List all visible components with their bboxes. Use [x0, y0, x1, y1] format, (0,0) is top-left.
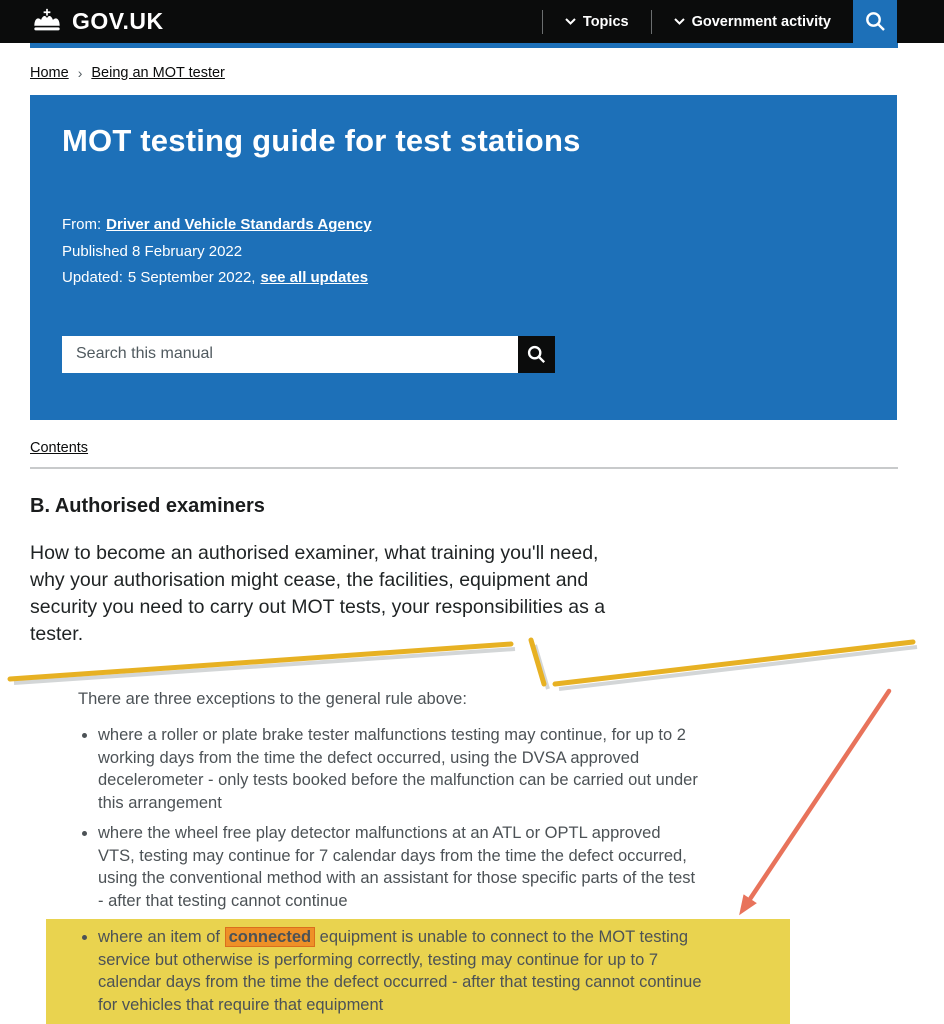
breadcrumb-separator: ›	[77, 64, 83, 81]
highlighted-list	[78, 926, 790, 1016]
list-item: • where the wheel free play detector malfunctions at an ATL or OPTL approved VTS, testing may continue for 7 calendar days from the time the defect occurred, using the conventional method with an assistant for those specific parts of the test - after that testing cannot continue	[98, 822, 698, 912]
manual-banner	[30, 95, 897, 420]
updated-line	[62, 265, 865, 292]
breadcrumb	[30, 64, 944, 81]
manual-search	[62, 336, 865, 373]
list-item: • where a roller or plate brake tester malfunctions testing may continue, for up to 2 working days from the time the defect occurred, using the DVSA approved decelerometer - only tests booked before the malfunction can be carried out under this arrangement	[98, 724, 698, 814]
search-icon	[527, 345, 546, 364]
header-search-button[interactable]	[853, 0, 897, 43]
contents-row	[30, 440, 944, 457]
crown-icon	[30, 8, 64, 35]
section-divider	[30, 467, 898, 469]
updated-label: Updated:	[62, 269, 123, 286]
contents-link[interactable]: Contents	[30, 439, 89, 456]
highlighted-bullet-before: where an item of	[98, 928, 225, 946]
site-header	[0, 0, 944, 43]
breadcrumb-link-home[interactable]: Home	[30, 64, 69, 81]
published-line: Published 8 February 2022	[62, 242, 243, 260]
section-heading: B. Authorised examiners	[30, 494, 265, 517]
nav-item-label: Government activity	[691, 13, 831, 30]
agency-link[interactable]: Driver and Vehicle Standards Agency	[106, 216, 372, 233]
from-label: From:	[62, 216, 102, 233]
exceptions-lead: There are three exceptions to the general rule above:	[78, 689, 467, 708]
list-item-highlighted	[98, 926, 708, 1016]
section-intro: How to become an authorised examiner, what training you'll need, why your authorisation might cease, the facilities, equipment and security you need to carry out MOT tests, your responsibilities as a tester.	[30, 541, 606, 645]
nav-item-topics[interactable]	[543, 0, 651, 43]
marker-shadow	[535, 645, 548, 689]
chevron-down-icon	[674, 18, 685, 25]
marker-line-right	[555, 642, 913, 684]
header-accent-strip	[30, 43, 898, 48]
highlighted-word: connected	[225, 927, 316, 947]
highlighted-bullet-after: equipment is unable to connect to the MOT testing service but otherwise is performing correctly, testing may continue for up to 7 calendar days from the time the defect occurred - after that testing cannot continue for vehicles that require that equipment	[98, 928, 702, 1014]
top-navigation	[542, 0, 944, 43]
exceptions-section	[78, 688, 904, 1024]
marker-shadow	[14, 649, 515, 683]
search-icon	[865, 11, 886, 32]
govuk-logo[interactable]	[30, 8, 164, 35]
chevron-down-icon	[565, 18, 576, 25]
marker-shadow	[559, 647, 917, 689]
manual-search-input[interactable]	[62, 336, 518, 373]
updated-date: 5 September 2022,	[127, 269, 256, 286]
logo-text: GOV.UK	[72, 8, 164, 34]
banner-metadata	[62, 212, 865, 292]
see-all-updates-link[interactable]: see all updates	[260, 269, 369, 286]
exceptions-list	[78, 724, 904, 912]
nav-item-government-activity[interactable]	[652, 0, 853, 43]
from-line	[62, 212, 865, 239]
breadcrumb-link-being-an-mot-tester[interactable]: Being an MOT tester	[91, 64, 225, 81]
marker-line-left	[10, 644, 511, 679]
nav-item-label: Topics	[582, 13, 629, 30]
manual-search-button[interactable]	[518, 336, 555, 373]
highlight-block	[46, 919, 790, 1024]
page-title: MOT testing guide for test stations	[62, 123, 581, 158]
